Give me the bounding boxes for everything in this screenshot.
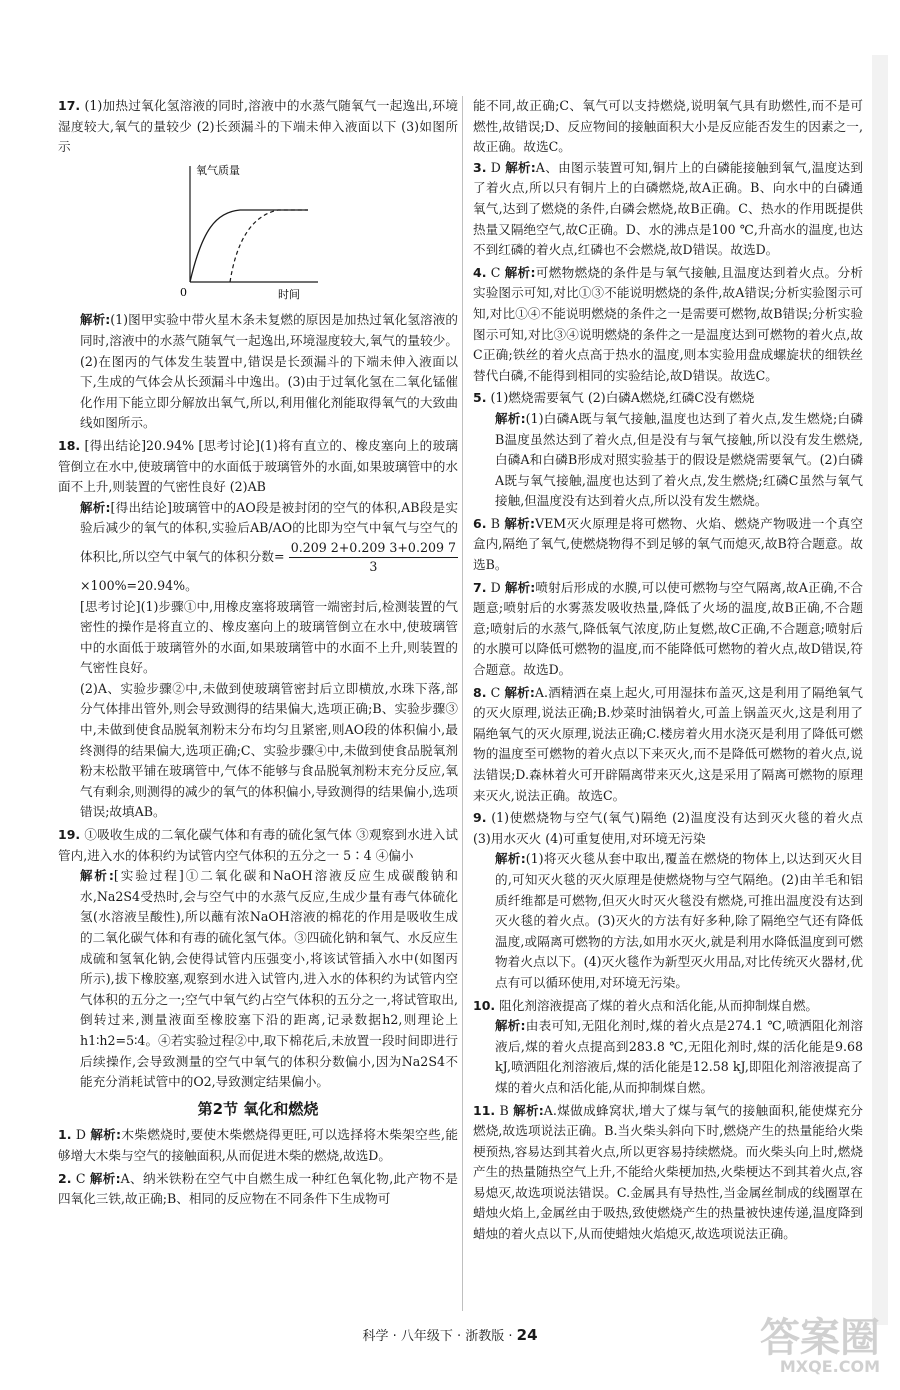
- column-divider: [462, 96, 463, 1311]
- analysis-label: 解析:: [504, 515, 535, 531]
- analysis-text: 由表可知,无阻化剂时,煤的着火点是274.1 ℃,喷洒阻化剂溶液后,煤的着火点提高到283.8 ℃,无阻化剂时,煤的活化能是9.68 kJ,喷洒阻化剂溶液后,煤的活化能是12.58 kJ,即阻化剂溶液提高了煤的着火点和活化能,从而抑制煤自燃。: [495, 1018, 864, 1095]
- answer-19: [58, 825, 458, 1093]
- analysis-text: A.煤做成蜂窝状,增大了煤与氧气的接触面积,能使煤充分燃烧,故选项说法正确。B.当火柴头斜向下时,燃烧产生的热量能给火柴梗预热,容易达到其着火点,所以更容易持续燃烧。而火柴头向上时,燃烧产生的热量随热空气上升,不能给火柴梗加热,火柴梗达不到其着火点,容易熄灭,故选项说法错误。C.金属具有导热性,当金属丝制成的线圈罩在蜡烛火焰上,金属丝由于吸热,致使燃烧产生的热量被快速传递,温度降到蜡烛的着火点以下,从而使蜡烛火焰熄灭,故选项说法正确。: [473, 1102, 863, 1242]
- analysis-text: (1)将灭火毯从套中取出,覆盖在燃烧的物体上,以达到灭火目的,可知灭火毯的灭火原理是使燃烧物与空气隔绝。(2)由羊毛和铝质纤维都是可燃物,但灭火时灭火毯没有燃烧,可推出温度没有达到灭火毯的着火点。(3)灭火的方法有好多种,除了隔绝空气还有降低温度,或隔离可燃物的方法,如用水灭火,就是利用水降低温度到可燃物着火点以下。(4)灭火毯作为新型灭火用品,对比传统灭火器材,优点有可以循环使用,对环境无污染。: [495, 851, 863, 990]
- analysis-label: 解析:: [513, 1102, 544, 1118]
- answer-number: 17.: [58, 98, 81, 113]
- answer-17: [58, 96, 458, 434]
- answer-s7: [473, 578, 863, 681]
- analysis-text: [实验过程]①二氧化碳和NaOH溶液反应生成碳酸钠和水,Na2S4受热时,会与空气中的水蒸气反应,生成少量有毒气体硫化氢(水溶液呈酸性),所以蘸有浓NaOH溶液的棉花的作用是吸收生成的二氧化碳气体和有毒的硫化氢气体。③四硫化钠和氧气、水反应生成硫和氢氧化钠,会使得试管内压强变小,将该试管插入水中(如图丙所示),拔下橡胶塞,观察到水进入试管内,进入水的体积约为试管内空气体积的五分之一;空气中氧气约占空气体积的五分之一,将试管取出,倒转过来,测量液面至橡胶塞下沿的距离,记录数据h2,则理论上h1∶h2=5∶4。④若实验过程②中,取下棉花后,未放置一段时间即进行后续操作,会导致测量的空气中氧气的体积分数偏小,因为Na2S4不能充分消耗试管中的O2,导致测定结果偏小。: [80, 868, 458, 1090]
- analysis-label: 解析:: [495, 851, 526, 867]
- fraction-numerator: 0.209 2+0.209 3+0.209 7: [289, 539, 458, 558]
- analysis-text: 木柴燃烧时,要使木柴燃烧得更旺,可以选择将木柴架空些,能够增大木柴与空气的接触面积,从而促进木柴的燃烧,故选D。: [58, 1127, 459, 1163]
- page-edge-shadow: [872, 55, 888, 1325]
- graph-svg: [168, 160, 328, 300]
- answer-18: [58, 436, 458, 823]
- answer-number: 8.: [473, 684, 487, 700]
- right-column: [473, 96, 863, 1247]
- answer-s3: [473, 158, 863, 261]
- answer-number: 10.: [473, 997, 496, 1013]
- analysis-text: [思考讨论](1)步骤①中,用橡皮塞将玻璃管一端密封后,检测装置的气密性的操作是将直立的、橡皮塞向上的玻璃管倒立在水中,使玻璃管中的水面低于玻璃管外的水面,如果玻璃管中的水面不上升,则装置的气密性良好。: [80, 598, 458, 676]
- analysis-text: 喷射后形成的水膜,可以使可燃物与空气隔离,故A正确,不合题意;喷射后的水雾蒸发吸收热量,降低了火场的温度,故B正确,不合题意;喷射后的水蒸气,降低氧气浓度,防止复燃,故C正确,不合题意;喷射后的水膜可以降低可燃物的温度,而不能降低可燃物的着火点,故D错误,符合题意。故选D。: [473, 579, 864, 678]
- graph-origin: 0: [180, 285, 187, 299]
- answer-s10: [473, 996, 863, 1099]
- section-title: 第2节 氧化和燃烧: [197, 1099, 319, 1118]
- answer-number: 3.: [473, 159, 487, 175]
- analysis-text: (1)白磷A既与氧气接触,温度也达到了着火点,发生燃烧;白磷B温度虽然达到了着火点,但是没有与氧气接触,所以没有发生燃烧,白磷A和白磷B形成对照实验基于的假设是燃烧需要氧气。(2)白磷A既与氧气接触,温度也达到了着火点,发生燃烧;红磷C虽然与氧气接触,但温度没有达到着火点,所以没有发生燃烧。: [495, 410, 864, 509]
- analysis-label: 解析:: [89, 1170, 121, 1186]
- analysis-text: 可燃物燃烧的条件是与氧气接触,且温度达到着火点。分析实验图示可知,对比①③不能说明燃烧的条件,故A错误;分析实验图示可知,对比①④不能说明燃烧的条件之一是需要可燃物,故B错误;分析实验图示可知,对比③④说明燃烧的条件之一是温度达到可燃物的着火点,故C正确;铁丝的着火点高于热水的温度,则本实验用盘成螺旋状的细铁丝替代白磷,不能得到相同的实验结论,故D错误。故选C。: [473, 264, 863, 383]
- graph-xlabel: 时间: [278, 287, 300, 300]
- answer-s1: [58, 1125, 458, 1166]
- answer-s9: [473, 808, 863, 993]
- analysis-text: [得出结论]玻璃管中的AO段是被封闭的空气的体积,AB段是实验后减少的氧气的体积,实验后AB/AO的比即为空气中氧气与空气的体积比,所以空气中氧气的体积分数=: [80, 499, 458, 564]
- analysis-label: 解析:: [80, 499, 111, 515]
- answer-s8: [473, 683, 863, 807]
- answer-number: 6.: [473, 515, 487, 531]
- analysis-text: A、纳米铁粉在空气中自燃生成一种红色氧化物,此产物不是四氧化三铁,故正确;B、相同的反应物在不同条件下生成物可: [58, 1170, 458, 1207]
- page-number: 24: [516, 1326, 538, 1344]
- answer-choice: C: [490, 264, 501, 280]
- answer-number: 18.: [58, 437, 81, 453]
- answer-s2: [58, 1169, 458, 1210]
- answer-s4: [473, 263, 863, 387]
- catalyst-curve: [190, 210, 308, 282]
- answer-text: ①吸收生成的二氧化碳气体和有毒的硫化氢气体 ③观察到水进入试管内,进入水的体积约为试管内空气体积的五分之一 5∶4 ④偏小: [58, 827, 458, 863]
- answer-s6: [473, 514, 863, 576]
- answer-number: 2.: [58, 1170, 72, 1186]
- answer-choice: B: [499, 1102, 509, 1118]
- answer-text: (1)加热过氧化氢溶液的同时,溶液中的水蒸气随氧气一起逸出,环境湿度较大,氧气的量较少 (2)长颈漏斗的下端未伸入液面以下 (3)如图所示: [58, 98, 458, 155]
- no-catalyst-curve: [230, 210, 308, 282]
- graph-ylabel: 氧气质量: [196, 163, 240, 177]
- analysis-label: 解析:: [504, 684, 535, 700]
- answer-text: (1)使燃烧物与空气(氧气)隔绝 (2)温度没有达到灭火毯的着火点 (3)用水灭火 (4)可重复使用,对环境无污染: [473, 810, 863, 846]
- answer-choice: D: [490, 159, 501, 175]
- site-watermark: [720, 1315, 880, 1378]
- answer-choice: B: [490, 515, 501, 531]
- analysis-label: 解析:: [495, 410, 526, 426]
- fraction-tail: ×100%=20.94%。: [80, 577, 198, 593]
- answer-number: 9.: [473, 810, 487, 826]
- answer-number: 19.: [58, 827, 81, 843]
- answer-choice: C: [75, 1170, 86, 1186]
- answer-choice: C: [490, 684, 501, 700]
- answer-text: [得出结论]20.94% [思考讨论](1)将有直立的、橡皮塞向上的玻璃管倒立在水中,使玻璃管中的水面低于玻璃管外的水面,如果玻璃管中的水面不上升,则装置的气密性良好 (2)AB: [58, 437, 459, 495]
- analysis-label: 解析:: [80, 868, 114, 884]
- watermark-big: 答案圈: [760, 1315, 880, 1361]
- analysis-label: 解析:: [504, 579, 536, 595]
- left-column: [58, 96, 458, 1212]
- answer-number: 11.: [473, 1102, 496, 1118]
- answer-number: 1.: [58, 1127, 72, 1143]
- answer-choice: D: [490, 579, 501, 595]
- analysis-label: 解析:: [495, 1018, 526, 1034]
- fraction: [289, 539, 458, 576]
- answer-text: 阻化剂溶液提高了煤的着火点和活化能,从而抑制煤自燃。: [499, 997, 819, 1013]
- analysis-text: A、由图示装置可知,铜片上的白磷能接触到氧气,温度达到了着火点,所以只有铜片上的白磷燃烧,故A正确。B、向水中的白磷通氧气,达到了燃烧的条件,白磷会燃烧,故B正确。C、热水的作用既提供热量又隔绝空气,故C正确。D、水的沸点是100 ℃,升高水的温度,也达不到红磷的着火点,红磷也不会燃烧,故D错误。故选D。: [473, 159, 863, 258]
- footer-text: 科学 · 八年级下 · 浙教版 ·: [362, 1329, 517, 1344]
- fraction-denominator: 3: [369, 558, 378, 574]
- analysis-text: (2)A、实验步骤②中,未做到使玻璃管密封后立即横放,水珠下落,部分气体排出管外,则会导致测得的结果偏大,选项正确;B、实验步骤③中,未做到使食品脱氧剂粉末分布均匀且紧密,则AO段的体积偏小,最终测得的结果偏大,选项正确;C、实验步骤④中,未做到使食品脱氧剂粉末松散平铺在玻璃管中,气体不能够与食品脱氧剂粉末充分反应,氧气有剩余,则测得的减少的氧气的体积偏小,导致测得的结果偏小,选项错误;故填AB。: [80, 680, 458, 820]
- answer-s11: [473, 1101, 863, 1245]
- answer-text: (1)燃烧需要氧气 (2)白磷A燃烧,红磷C没有燃烧: [490, 390, 755, 406]
- answer-s5: [473, 388, 863, 512]
- analysis-label: 解析:: [90, 1127, 122, 1143]
- analysis-label: 解析:: [505, 159, 536, 175]
- answer-choice: D: [75, 1127, 86, 1143]
- analysis-label: 解析:: [504, 264, 536, 280]
- analysis-text: (1)图甲实验中带火星木条未复燃的原因是加热过氧化氢溶液的同时,溶液中的水蒸气随氧气一起逸出,环境湿度较大,氧气的量较少。(2)在图丙的气体发生装置中,错误是长颈漏斗的下端未伸入液面以下,生成的气体会从长颈漏斗中逸出。(3)由于过氧化氢在二氧化锰催化作用下能立即分解放出氧气,所以,利用催化剂能取得氧气的大致曲线如图所示。: [80, 312, 459, 431]
- analysis-label: 解析:: [80, 312, 111, 328]
- answer-number: 5.: [473, 390, 487, 406]
- watermark-small: MXQE.COM: [779, 1357, 880, 1376]
- answer-number: 7.: [473, 579, 487, 595]
- analysis-text: A.酒精洒在桌上起火,可用湿抹布盖灭,这是利用了隔绝氧气的灭火原理,说法正确;B.炒菜时油锅着火,可盖上锅盖灭火,这是利用了隔绝氧气的灭火原理,说法正确;C.楼房着火用水浇灭是利用了降低可燃物的温度至可燃物的着火点以下来灭火,而不是降低可燃物的着火点,说法错误;D.森林着火可开辟隔离带来灭火,这是采用了隔离可燃物的原理来灭火,说法正确。故选C。: [473, 684, 863, 803]
- answer-number: 4.: [473, 264, 487, 280]
- continued-text: 能不同,故正确;C、氧气可以支持燃烧,说明氧气具有助燃性,而不是可燃性,故错误;D、反应物间的接触面积大小是反应能否发生的因素之一,故正确。故选C。: [473, 98, 863, 155]
- analysis-text: VEM灭火原理是将可燃物、火焰、燃烧产物吸进一个真空盒内,隔绝了氧气,使燃烧物得不到足够的氧气而熄灭,故B符合题意。故选B。: [473, 515, 864, 573]
- oxygen-mass-graph: [168, 160, 458, 307]
